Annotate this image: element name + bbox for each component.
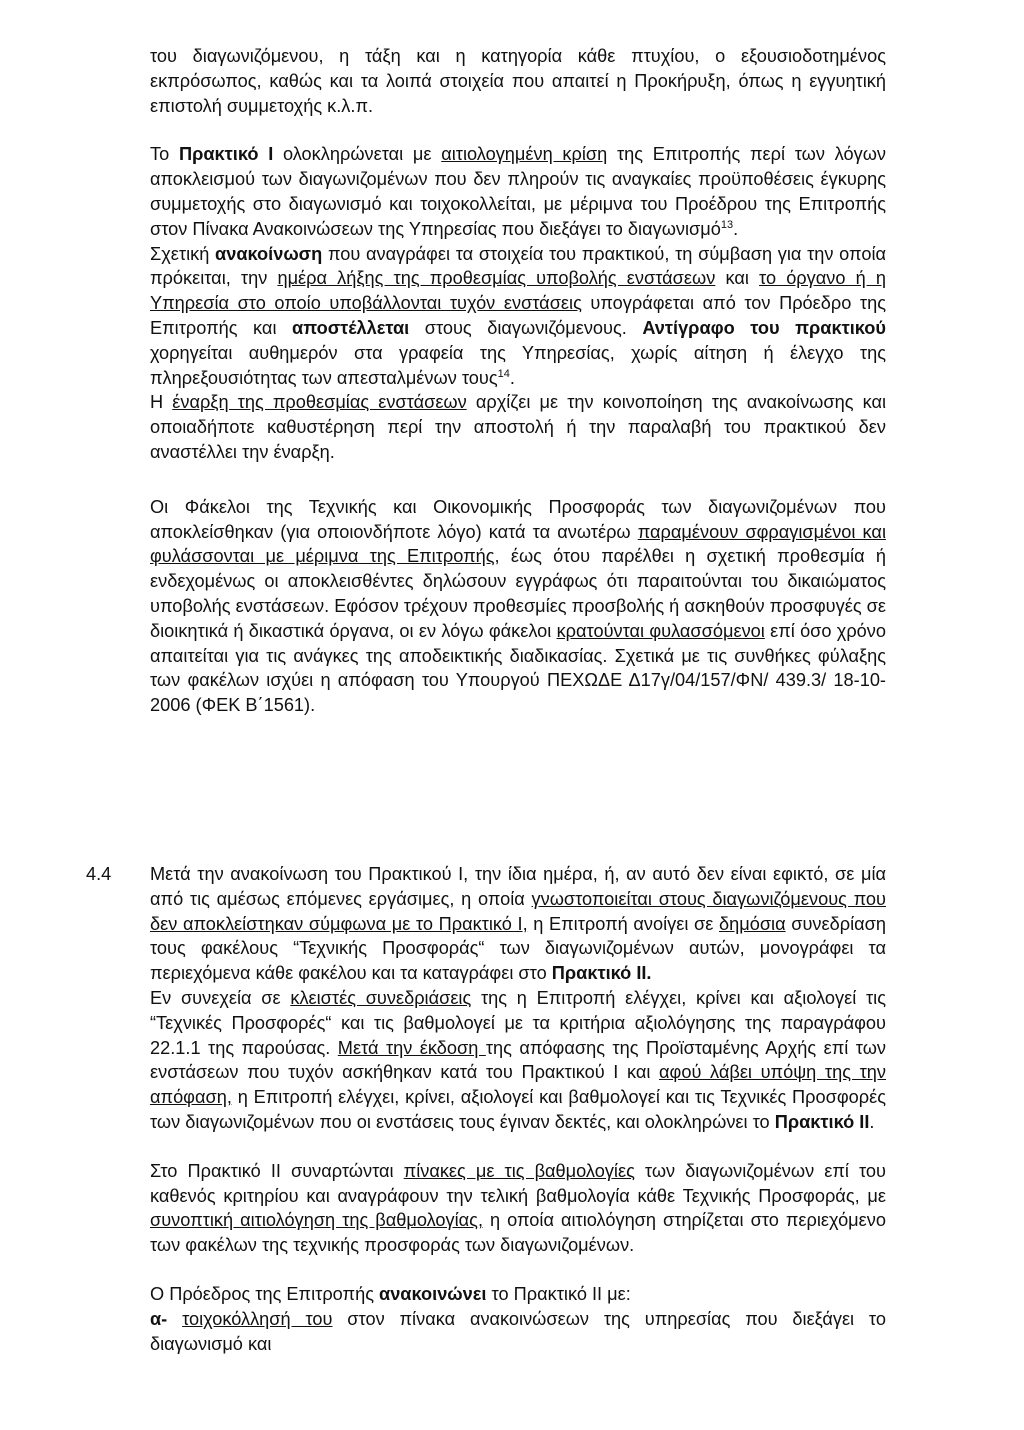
text-run: Εν συνεχεία σε <box>150 987 291 1008</box>
text-run: χορηγείται αυθημερόν στα γραφεία της Υπηρεσίας, χωρίς αίτηση ή έλεγχο της πληρεξουσιότητας των απεσταλμένων τους <box>150 342 886 388</box>
text-run <box>167 1309 182 1329</box>
text-run: η Επιτροπή ανοίγει σε <box>527 913 719 934</box>
text-run: Σχετική <box>150 243 216 264</box>
list-marker: α- <box>150 1308 168 1329</box>
text-run: Ο Πρόεδρος της Επιτροπής <box>150 1283 380 1304</box>
text-run: . <box>869 1111 875 1132</box>
bold-term: ανακοίνωση <box>215 243 323 264</box>
paragraph-4-4-evaluation <box>150 986 886 1135</box>
text-run: Στο Πρακτικό ΙΙ συναρτώνται <box>150 1160 404 1181</box>
text-run: Η <box>150 392 173 413</box>
underlined-phrase: αφού λάβει υπόψη της την απόφαση, <box>150 1062 886 1108</box>
text-run: Το <box>150 144 179 165</box>
bold-term: Αντίγραφο του πρακτικού <box>642 317 886 338</box>
text-run: η οποία αιτιολόγηση στηρίζεται στο περιεχόμενο των φακέλων της τεχνικής προσφοράς των διαγωνιζομένων. <box>150 1210 886 1256</box>
text-run: Οι Φάκελοι της Τεχνικής και Οικονομικής Προσφοράς των διαγωνιζομένων που αποκλείσθηκαν (για οποιονδήποτε λόγο) κατά τα ανωτέρω <box>150 496 886 542</box>
text-run: η Επιτροπή ελέγχει, κρίνει, αξιολογεί και βαθμολογεί και τις Τεχνικές Προσφορές των διαγωνιζομένων που οι ενστάσεις τους έγιναν δεκτές, και ολοκληρώνει το <box>150 1087 886 1132</box>
paragraph-4-4-opening <box>150 862 886 986</box>
text-run: της απόφασης της Προϊσταμένης Αρχής επί των ενστάσεων που τυχόν ασκήθηκαν κατά του Πρακτικού Ι και <box>150 1037 887 1083</box>
underlined-phrase: γνωστοποιείται στους διαγωνιζόμενους που δεν αποκλείστηκαν σύμφωνα με το Πρακτικό Ι, <box>150 888 886 934</box>
text-run: που αναγράφει τα στοιχεία του πρακτικού, τη σύμβαση για την οποία πρόκειται, την <box>150 243 886 289</box>
bold-term: ανακοινώνει <box>379 1283 487 1304</box>
document-body-top <box>150 44 886 718</box>
footnote-ref-14: 14 <box>497 367 510 380</box>
underlined-phrase: κλειστές συνεδριάσεις <box>290 987 472 1008</box>
intro-text: του διαγωνιζόμενου, η τάξη και η κατηγορία κάθε πτυχίου, ο εξουσιοδοτημένος εκπρόσωπος, καθώς και τα λοιπά στοιχεία που απαιτεί η Προκήρυξη, όπως η εγγυητική επιστολή συμμετοχής κ.λ.π. <box>150 46 886 116</box>
text-run: των διαγωνιζομένων επί του καθενός κριτηρίου και αναγράφουν την τελική βαθμολογία κάθε Τεχνικής Προσφοράς, με <box>150 1160 886 1206</box>
text-run: . <box>733 218 739 239</box>
paragraph-4-4-announce <box>150 1282 886 1307</box>
underlined-phrase: παραμένουν σφραγισμένοι και φυλάσσονται με μέριμνα της Επιτροπής, <box>150 521 886 567</box>
bold-term: Πρακτικό Ι <box>178 144 274 165</box>
text-run: και <box>715 268 760 289</box>
underlined-phrase: δημόσια <box>719 913 786 934</box>
text-run: έως ότου παρέλθει η σχετική προθεσμία ή ενδεχομένως οι αποκλεισθέντες δηλώσουν εγγράφως ότι παραιτούνται του δικαιώματος υποβολής ενστάσεων. Εφόσον τρέχουν προθεσμίες προσβολής ή ασκηθούν προσφυγές σε διοικητικά ή δικαστικά όργανα, οι εν λόγω φάκελοι <box>150 546 886 641</box>
text-run: το Πρακτικό ΙΙ με: <box>486 1283 631 1304</box>
underlined-phrase: το όργανο ή η Υπηρεσία στο οποίο υποβάλλονται τυχόν ενστάσεις <box>150 268 886 314</box>
paragraph-anakoinosi <box>150 242 886 391</box>
list-item-a <box>150 1307 886 1357</box>
text-run: υπογράφεται από τον Πρόεδρο της Επιτροπής και <box>150 293 886 338</box>
text-run: της Επιτροπής περί των λόγων αποκλεισμού των διαγωνιζομένων που δεν πληρούν τις αναγκαίες προϋποθέσεις έγκυρης συμμετοχής στο διαγωνισμό και τοιχοκολλείται, με μέριμνα του Προέδρου της Επιτροπής στον Πίνακα Ανακοινώσεων της Υπηρεσίας που διεξάγει το διαγωνισμό <box>150 144 887 239</box>
text-run: επί όσο χρόνο απαιτείται για τις ανάγκες της αποδεικτικής διαδικασίας. Σχετικά με τις συνθήκες φύλαξης των φακέλων ισχύει η απόφαση του Υπουργού ΠΕΧΩΔΕ Δ17γ/04/157/ΦΝ/ 439.3/ 18-10-2006 (ΦΕΚ Β΄1561). <box>150 620 887 716</box>
bold-term: αποστέλλεται <box>292 317 410 338</box>
underlined-phrase: αιτιολογημένη κρίση <box>441 144 608 165</box>
text-run: στον πίνακα ανακοινώσεων της υπηρεσίας που διεξάγει το διαγωνισμό και <box>150 1308 886 1354</box>
paragraph-fakeloi <box>150 495 886 718</box>
paragraph-praktiko-1 <box>150 142 886 241</box>
text-run: αρχίζει με την κοινοποίηση της ανακοίνωσης και οποιαδήποτε καθυστέρηση περί την αποστολή ή την παραλαβή του πρακτικού δεν αναστέλλει την έναρξη. <box>150 392 887 462</box>
underlined-phrase: Μετά την έκδοση <box>337 1037 486 1058</box>
section-number: 4.4 <box>86 864 112 884</box>
underlined-phrase: έναρξη της προθεσμίας ενστάσεων <box>172 392 467 413</box>
paragraph-4-4-tables <box>150 1159 886 1258</box>
text-run: στους διαγωνιζόμενους. <box>409 317 643 338</box>
section-4-4-body <box>150 862 886 1356</box>
underlined-phrase: ημέρα λήξης της προθεσμίας υποβολής ενστάσεων <box>277 268 716 289</box>
bold-term: Πρακτικό ΙΙ <box>774 1111 870 1132</box>
paragraph-intro <box>150 44 886 118</box>
footnote-ref-13: 13 <box>720 218 734 231</box>
underlined-phrase: τοιχοκόλλησή του <box>182 1308 333 1329</box>
bold-term: Πρακτικό ΙΙ. <box>551 963 652 984</box>
text-run: Μετά την ανακοίνωση του Πρακτικού Ι, την ίδια ημέρα, ή, αν αυτό δεν είναι εφικτό, σε μία από τις αμέσως επόμενες εργάσιμες, η οποία <box>150 864 886 909</box>
text-run: ολοκληρώνεται με <box>273 144 442 165</box>
underlined-phrase: πίνακες με τις βαθμολογίες <box>403 1160 635 1181</box>
underlined-phrase: συνοπτική αιτιολόγηση της βαθμολογίας, <box>150 1210 483 1231</box>
paragraph-enarxi <box>150 390 886 464</box>
text-run: . <box>509 367 515 388</box>
text-run: συνεδρίαση τους φακέλους “Τεχνικής Προσφοράς“ των διαγωνιζομένων αυτών, μονογράφει τα περιεχόμενα κάθε φακέλου και τα καταγράφει στο <box>150 913 886 984</box>
text-run: της η Επιτροπή ελέγχει, κρίνει και αξιολογεί τις “Τεχνικές Προσφορές“ και τις βαθμολογεί με τα κριτήρια αξιολόγησης της παραγράφου 22.1.1 της παρούσας. <box>150 987 886 1058</box>
underlined-phrase: κρατούνται φυλασσόμενοι <box>556 620 765 641</box>
